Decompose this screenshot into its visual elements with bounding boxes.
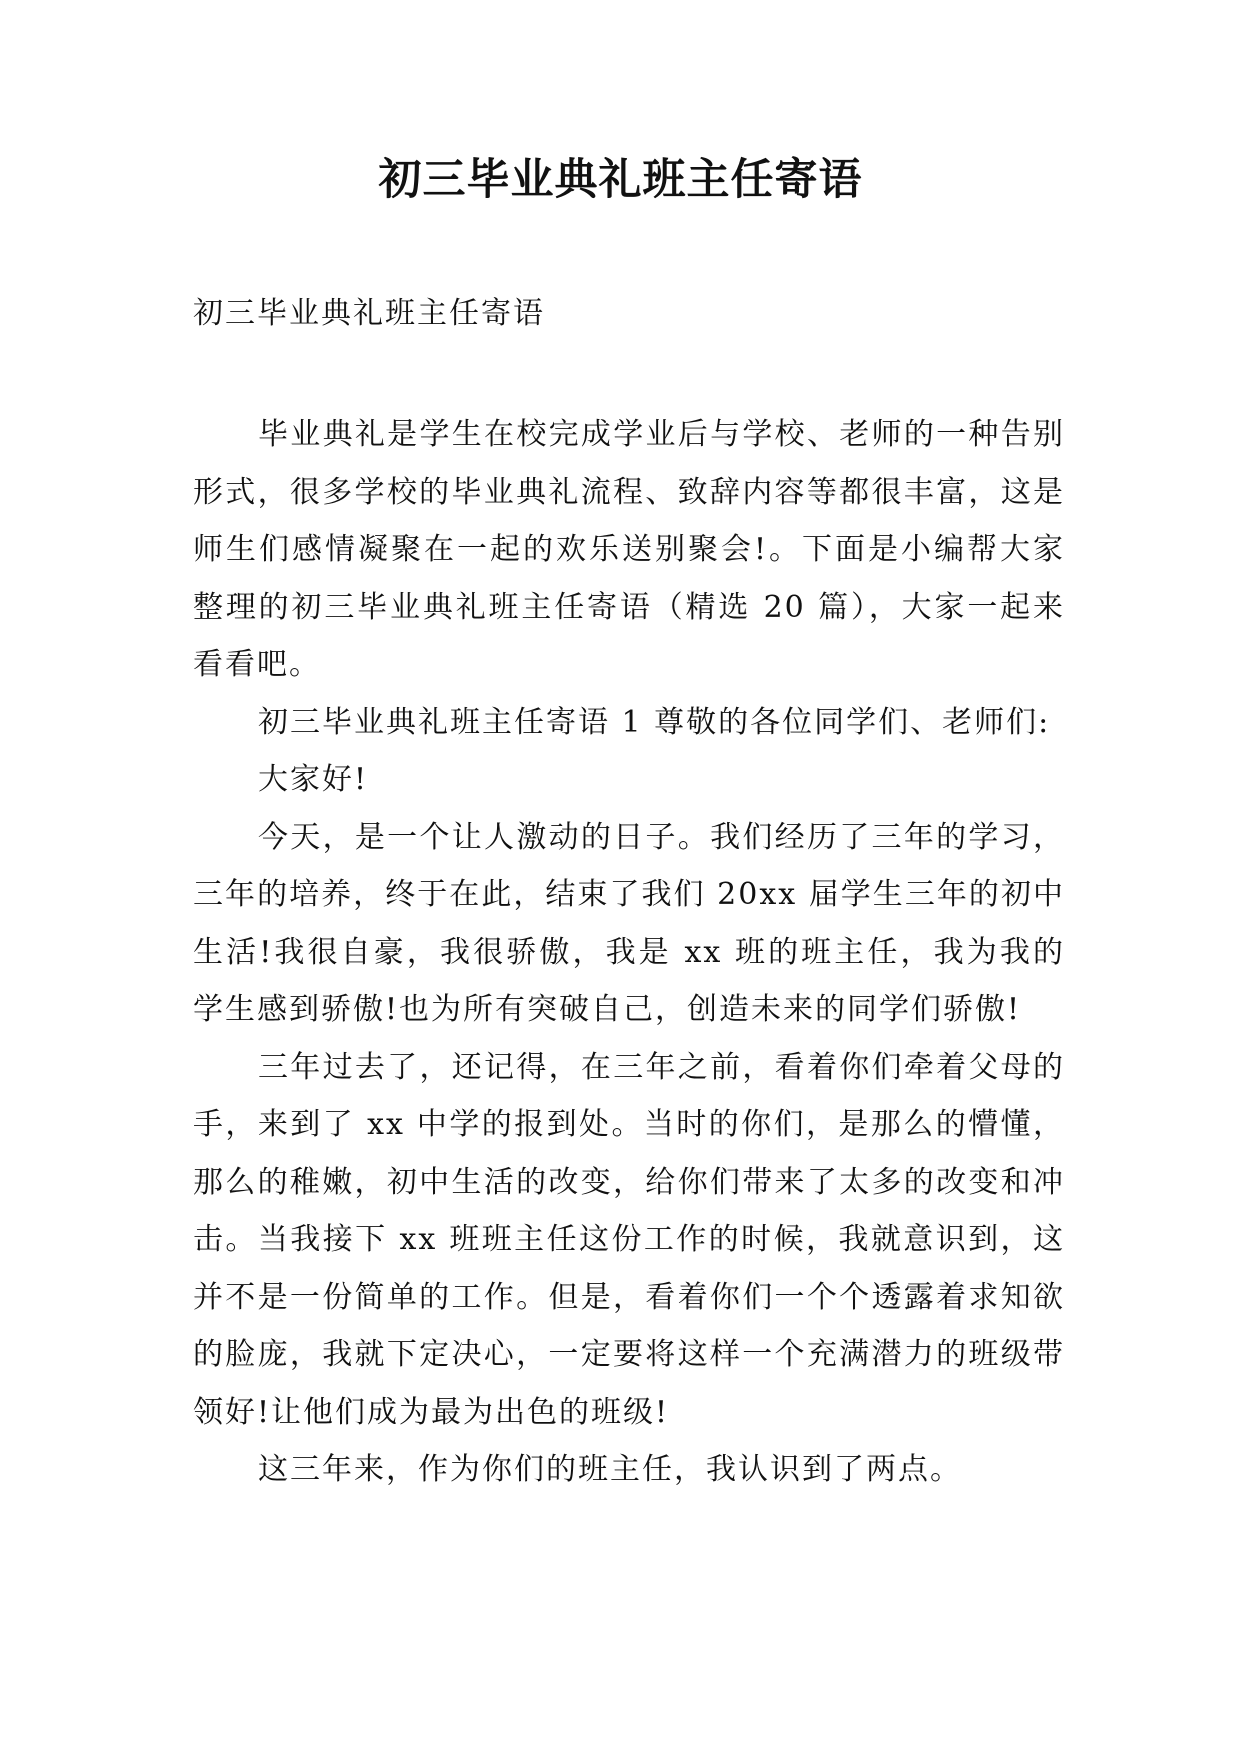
document-body — [193, 406, 1065, 1499]
body-paragraph: 初三毕业典礼班主任寄语 1 尊敬的各位同学们、老师们: — [258, 704, 1051, 740]
body-paragraph: 今天，是一个让人激动的日子。我们经历了三年的学习，三年的培养，终于在此，结束了我们 20xx 届学生三年的初中生活!我很自豪，我很骄傲，我是 xx 班的班主任，我为我的学生感到骄傲!也为所有突破自己，创造未来的同学们骄傲! — [193, 819, 1065, 1027]
body-paragraph: 三年过去了，还记得，在三年之前，看着你们牵着父母的手，来到了 xx 中学的报到处。当时的你们，是那么的懵懂，那么的稚嫩，初中生活的改变，给你们带来了太多的改变和冲击。当我接下 xx 班班主任这份工作的时候，我就意识到，这并不是一份简单的工作。但是，看着你们一个个透露着求知欲的脸庞，我就下定决心，一定要将这样一个充满潜力的班级带领好!让他们成为最为出色的班级! — [193, 1049, 1065, 1430]
body-paragraph: 大家好! — [258, 762, 369, 797]
body-paragraph: 毕业典礼是学生在校完成学业后与学校、老师的一种告别形式，很多学校的毕业典礼流程、致辞内容等都很丰富，这是师生们感情凝聚在一起的欢乐送别聚会!。下面是小编帮大家整理的初三毕业典礼班主任寄语（精选 20 篇），大家一起来看看吧。 — [193, 417, 1065, 682]
document-title: 初三毕业典礼班主任寄语 — [378, 155, 863, 205]
document-subtitle: 初三毕业典礼班主任寄语 — [193, 296, 545, 331]
body-paragraph: 这三年来，作为你们的班主任，我认识到了两点。 — [258, 1452, 962, 1487]
